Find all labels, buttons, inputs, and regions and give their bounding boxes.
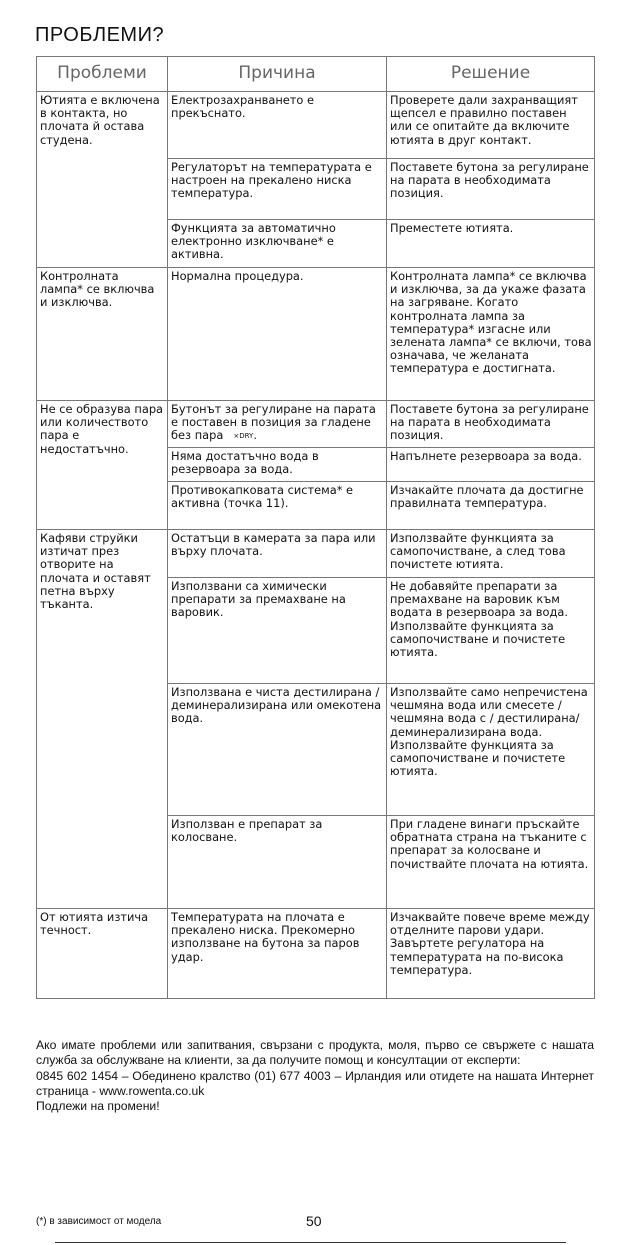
table-row (37, 530, 595, 578)
contact-info (36, 1038, 594, 1114)
table-row (37, 909, 595, 999)
cause-cell: Противокапковата система* е активна (точка 11). (168, 482, 387, 530)
cause-cell: Нормална процедура. (168, 268, 387, 401)
table-row (37, 401, 595, 448)
solution-cell: Изчакайте плочата да достигне правилната температура. (387, 482, 595, 530)
steam-off-dry-icon: ⨯DRY (233, 432, 254, 441)
cause-cell: Електрозахранването е прекъснато. (168, 92, 387, 159)
solution-cell: Не добавяйте препарати за премахване на варовик към водата в резервоара за вода. Използвайте функцията за самопочистване и почистете ютията. (387, 578, 595, 684)
solution-cell: Контролната лампа* се включва и изключва, за да укаже фазата на загряване. Когато контролната лампа за температура* изгасне или зелената лампа* се включи, това означава, че желаната температура е достигната. (387, 268, 595, 401)
cause-cell: Няма достатъчно вода в резервоара за вода. (168, 448, 387, 482)
bottom-divider (55, 1242, 566, 1243)
solution-cell: Поставете бутона за регулиране на парата в необходимата позиция. (387, 401, 595, 448)
problem-cell: От ютията изтича течност. (37, 909, 168, 999)
solution-cell: Преместете ютията. (387, 220, 595, 268)
solution-cell: Поставете бутона за регулиране на парата в необходимата позиция. (387, 159, 595, 220)
dry-label: DRY (239, 432, 254, 441)
cause-cell: Остатъци в камерата за пара или върху плочата. (168, 530, 387, 578)
page-number: 50 (306, 1213, 322, 1229)
cause-cell: Използван е препарат за колосване. (168, 816, 387, 909)
solution-cell: Използвайте само непречистена чешмяна вода или смесете / чешмяна вода с / дестилирана/деминерализирана вода. Използвайте функцията за самопочистване и почистете ютията. (387, 684, 595, 816)
problem-cell: Контролната лампа* се включва и изключва. (37, 268, 168, 401)
table-row (37, 92, 595, 159)
contact-paragraph: Ако имате проблеми или запитвания, свързани с продукта, моля, първо се свържете с нашата служба за обслужване на клиенти, за да получите помощ и консултации от експерти: (36, 1038, 594, 1068)
page-title: ПРОБЛЕМИ? (35, 24, 165, 46)
solution-cell: Проверете дали захранващият щепсел е правилно поставен или се опитайте да включите ютията в друг контакт. (387, 92, 595, 159)
cause-text-end: . (253, 428, 257, 443)
table-row (37, 268, 595, 401)
problem-cell: Кафяви струйки изтичат през отворите на плочата и оставят петна върху тъканта. (37, 530, 168, 909)
header-cause: Причина (168, 57, 387, 92)
model-footnote: (*) в зависимост от модела (36, 1216, 162, 1227)
troubleshooting-table-container (36, 56, 594, 999)
cause-cell: Използвана е чиста дестилирана / деминерализирана или омекотена вода. (168, 684, 387, 816)
cause-cell: Регулаторът на температурата е настроен на прекалено ниска температура. (168, 159, 387, 220)
change-notice: Подлежи на промени! (36, 1099, 160, 1114)
solution-cell: Използвайте функцията за самопочистване, а след това почистете ютията. (387, 530, 595, 578)
solution-cell: Напълнете резервоара за вода. (387, 448, 595, 482)
solution-cell: При гладене винаги пръскайте обратната страна на тъканите с препарат за колосване и почиствайте плочата на ютията. (387, 816, 595, 909)
contact-phones: 0845 602 1454 – Обединено кралство (01) 677 4003 – Ирландия или отидете на нашата Интернет страница - www.rowenta.co.uk (36, 1068, 594, 1098)
cause-text: Бутонът за регулиране на парата е поставен в позиция за гладене без пара (171, 402, 376, 443)
header-solution: Решение (387, 57, 595, 92)
problem-cell: Не се образува пара или количеството пара е недостатъчно. (37, 401, 168, 530)
cause-cell: Функцията за автоматично електронно изключване* е активна. (168, 220, 387, 268)
solution-cell: Изчаквайте повече време между отделните парови удари. Завъртете регулатора на температурата на по-висока температура. (387, 909, 595, 999)
problem-cell: Ютията е включена в контакта, но плочата й остава студена. (37, 92, 168, 268)
cause-cell (168, 401, 387, 448)
header-problems: Проблеми (37, 57, 168, 92)
troubleshooting-table (36, 56, 595, 999)
table-header-row (37, 57, 595, 92)
cause-cell: Температурата на плочата е прекалено ниска. Прекомерно използване на бутона за паров удар. (168, 909, 387, 999)
cause-cell: Използвани са химически препарати за премахване на варовик. (168, 578, 387, 684)
